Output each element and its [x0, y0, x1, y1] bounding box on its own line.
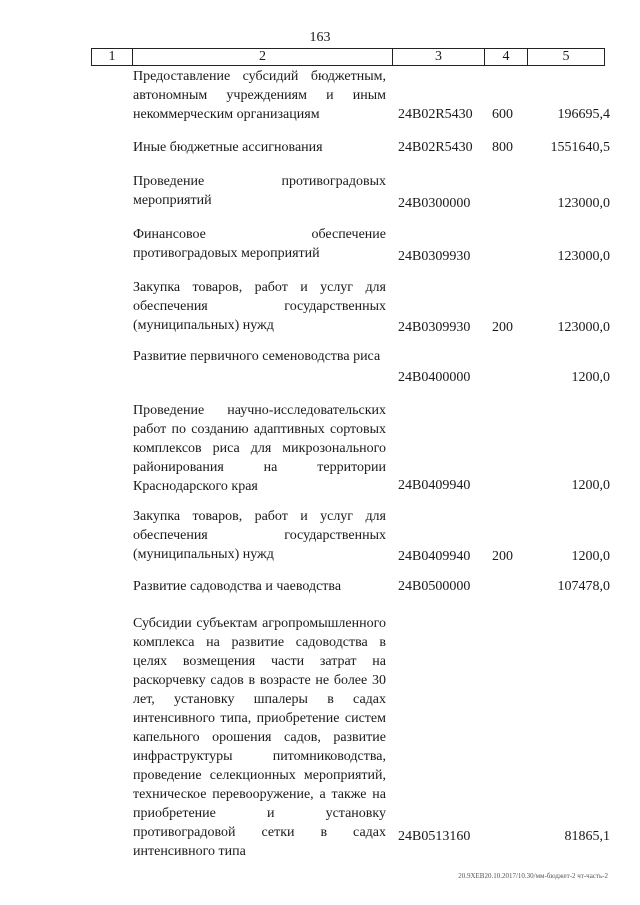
row-amount: 81865,1 [564, 829, 610, 844]
column-header-5: 5 [562, 49, 570, 64]
row-amount: 196695,4 [557, 107, 610, 122]
row-amount: 1551640,5 [550, 140, 610, 155]
footer-stamp: 20.9ХЕВ20.10.2017/10.30/мм-бюджет-2 чт-часть-2 [458, 872, 608, 880]
row-description: Развитие первичного семеноводства риса [133, 349, 381, 364]
row-amount: 123000,0 [557, 249, 610, 264]
row-description: Проведение противоградовых мероприятий [133, 174, 386, 208]
row-code: 24В0409940 [398, 549, 471, 564]
column-header-row [91, 48, 605, 66]
row-code: 24В0513160 [398, 829, 471, 844]
row-code: 24В0309930 [398, 320, 471, 335]
column-header-1: 1 [92, 49, 133, 65]
row-type: 600 [492, 107, 513, 122]
column-header-3: 3 [393, 49, 485, 65]
row-amount: 123000,0 [557, 196, 610, 211]
row-description: Субсидии субъектам агропромышленного комплекса на развитие садоводства в целях возмещения части затрат на раскорчевку садов в возрасте не более 30 лет, установку шпалеры в садах интенсивного типа, приобретение систем капельного орошения садов, развитие инфраструктуры питомниководства, проведение селекционных мероприятий, техническое перевооружение, а также на приобретение и установку противоградовой сетки в садах интенсивного типа [133, 616, 386, 859]
page-number: 163 [309, 30, 331, 45]
row-description: Финансовое обеспечение противоградовых мероприятий [133, 227, 386, 261]
row-type: 800 [492, 140, 513, 155]
row-amount: 1200,0 [571, 478, 610, 493]
column-header-2: 2 [133, 49, 393, 65]
row-code: 24В0400000 [398, 370, 471, 385]
row-description: Предоставление субсидий бюджетным, автономным учреждениям и иным некоммерческим организациям [133, 69, 386, 122]
row-description: Закупка товаров, работ и услуг для обеспечения государственных (муниципальных) нужд [133, 280, 386, 333]
row-code: 24В02R5430 [398, 140, 473, 155]
row-amount: 123000,0 [557, 320, 610, 335]
row-code: 24В0309930 [398, 249, 471, 264]
row-description: Закупка товаров, работ и услуг для обеспечения государственных (муниципальных) нужд [133, 509, 386, 562]
row-description: Проведение научно-исследовательских работ по созданию адаптивных сортовых комплексов риса для микрозонального районирования на территории Краснодарского края [133, 403, 386, 494]
row-amount: 1200,0 [571, 549, 610, 564]
row-code: 24В0500000 [398, 579, 471, 594]
row-amount: 107478,0 [557, 579, 610, 594]
row-code: 24В0300000 [398, 196, 471, 211]
row-type: 200 [492, 549, 513, 564]
row-description: Иные бюджетные ассигнования [133, 140, 323, 155]
row-amount: 1200,0 [571, 370, 610, 385]
row-type: 200 [492, 320, 513, 335]
row-code: 24В02R5430 [398, 107, 473, 122]
row-description: Развитие садоводства и чаеводства [133, 579, 342, 594]
row-code: 24В0409940 [398, 478, 471, 493]
column-header-4: 4 [485, 49, 528, 65]
